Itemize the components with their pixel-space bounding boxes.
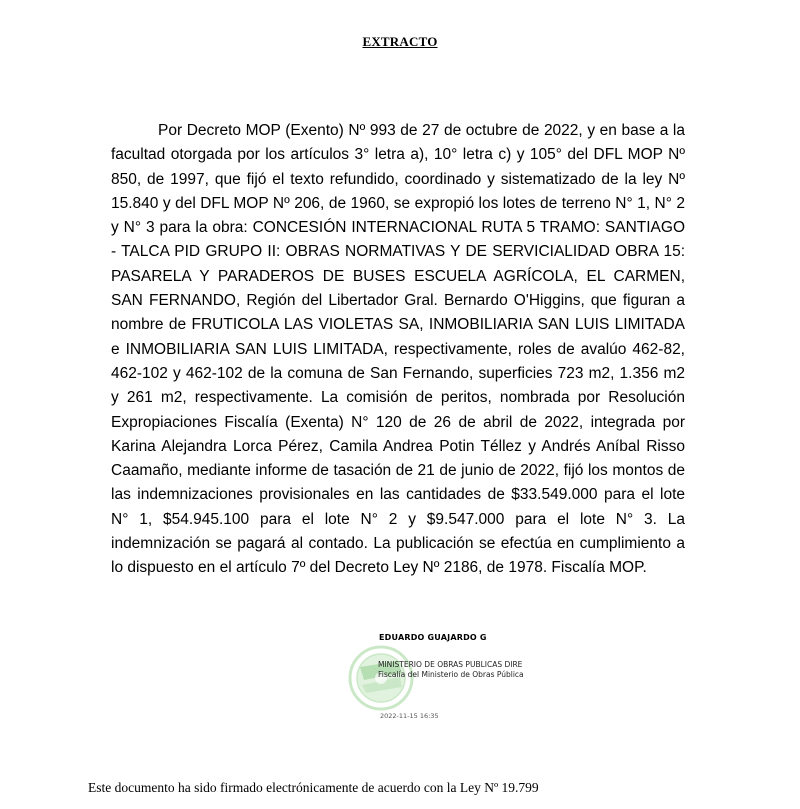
signer-name: EDUARDO GUAJARDO G	[379, 633, 487, 642]
signature-date: 2022-11-15 16:35	[380, 712, 439, 720]
electronic-signature	[346, 633, 546, 725]
signer-department: Fiscalía del Ministerio de Obras Pública	[378, 670, 524, 679]
footer-note: Este documento ha sido firmado electrónicamente de acuerdo con la Ley Nº 19.799	[88, 780, 539, 795]
extract-paragraph: Por Decreto MOP (Exento) Nº 993 de 27 de octubre de 2022, y en base a la facultad otorgada por los artículos 3° letra a), 10° letra c) y 105° del DFL MOP Nº 850, de 1997, que fijó el texto refundido, coordinado y sistematizado de la ley Nº 15.840 y del DFL MOP Nº 206, de 1960, se expropió los lotes de terreno N° 1, N° 2 y N° 3 para la obra: CONCESIÓN INTERNACIONAL RUTA 5 TRAMO: SANTIAGO - TALCA PID GRUPO II: OBRAS NORMATIVAS Y DE SERVICIALIDAD OBRA 15: PASARELA Y PARADEROS DE BUSES ESCUELA AGRÍCOLA, EL CARMEN, SAN FERNANDO, Región del Libertador Gral. Bernardo O'Higgins, que figuran a nombre de FRUTICOLA LAS VIOLETAS SA, INMOBILIARIA SAN LUIS LIMITADA e INMOBILIARIA SAN LUIS LIMITADA, respectivamente, roles de avalúo 462-82, 462-102 y 462-102 de la comuna de San Fernando, superficies 723 m2, 1.356 m2 y 261 m2, respectivamente. La comisión de peritos, nombrada por Resolución Expropiaciones Fiscalía (Exenta) N° 120 de 26 de abril de 2022, integrada por Karina Alejandra Lorca Pérez, Camila Andrea Potin Téllez y Andrés Aníbal Risso Caamaño, mediante informe de tasación de 21 de junio de 2022, fijó los montos de las indemnizaciones provisionales en las cantidades de $33.549.000 para el lote N° 1, $54.945.100 para el lote N° 2 y $9.547.000 para el lote N° 3. La indemnización se pagará al contado. La publicación se efectúa en cumplimiento a lo dispuesto en el artículo 7º del Decreto Ley Nº 2186, de 1978. Fiscalía MOP.	[111, 122, 685, 577]
signer-organization: MINISTERIO DE OBRAS PUBLICAS DIRE	[378, 660, 523, 669]
document-title: EXTRACTO	[362, 34, 438, 49]
